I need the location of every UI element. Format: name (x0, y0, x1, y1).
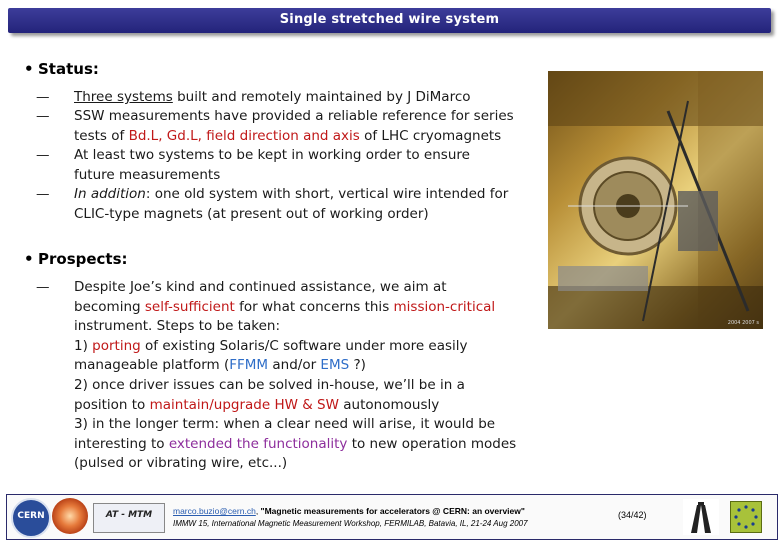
title-bar (8, 8, 771, 33)
prospects-highlight-porting: porting (92, 337, 141, 354)
prospects-line5-c: ?) (349, 357, 366, 374)
equipment-photo-drawing (548, 71, 763, 329)
at-mtm-logo (93, 503, 165, 533)
status-item-4 (36, 185, 536, 224)
photo-credit: 2004 2007 s (727, 320, 759, 326)
prospects-line4-b: of existing Solaris/C software under more easily (140, 337, 468, 354)
prospects-item (36, 278, 536, 474)
prospects-line9-b: to new operation modes (347, 435, 517, 452)
status-item-2-text-b: of LHC cryomagnets (359, 127, 502, 144)
page-number: (34/42) (618, 510, 647, 520)
status-heading-row (24, 60, 99, 78)
status-item-2 (36, 107, 536, 146)
footer (6, 494, 778, 540)
prospects-highlight-ems: EMS (320, 357, 350, 374)
cern-logo (11, 498, 51, 538)
equipment-photo (548, 71, 763, 329)
lhc-logo (52, 498, 88, 534)
prospects-highlight-self-sufficient: self-sufficient (144, 298, 235, 315)
dash-icon: — (36, 89, 50, 105)
status-item-4-line1: : one old system with short, vertical wire intended for (145, 186, 509, 202)
prospects-highlight-mission-critical: mission-critical (393, 298, 496, 315)
status-item-3-line2: future measurements (74, 166, 221, 183)
fermilab-logo (683, 499, 719, 535)
dash-icon: — (36, 108, 50, 124)
prospects-line1: Despite Joe’s kind and continued assistance, we aim at (74, 279, 447, 295)
status-item-1-text: built and remotely maintained by J DiMarco (172, 89, 471, 105)
prospects-heading-row (24, 250, 128, 268)
prospects-line7-b: autonomously (338, 396, 440, 413)
status-item-1 (36, 88, 536, 108)
eu-project-logo (730, 501, 762, 533)
status-item-3 (36, 146, 536, 185)
dash-icon: — (36, 186, 50, 202)
dash-icon: — (36, 147, 50, 163)
prospects-line10: (pulsed or vibrating wire, etc...) (74, 455, 288, 472)
prospects-line8: 3) in the longer term: when a clear need will arise, it would be (74, 416, 496, 433)
prospects-line2-b: for what concerns this (234, 298, 394, 315)
at-mtm-logo-text: AT - MTM (105, 510, 153, 520)
status-item-2-line1: SSW measurements have provided a reliable reference for series (74, 108, 514, 124)
prospects-line5-b: and/or (268, 357, 321, 374)
prospects-highlight-hw-sw: maintain/upgrade HW & SW (149, 396, 339, 413)
event-info: IMMW 15, International Magnetic Measurement Workshop, FERMILAB, Batavia, IL, 21-24 Aug 2007 (173, 519, 528, 528)
prospects-line9-a: interesting to (74, 435, 169, 452)
dash-icon: — (36, 279, 50, 295)
slide-title: Single stretched wire system (279, 12, 500, 27)
prospects-line5-a: manageable platform ( (74, 357, 230, 374)
prospects-highlight-ffmm: FFMM (229, 357, 269, 374)
footer-line1 (173, 506, 525, 516)
prospects-highlight-functionality: extended the functionality (168, 435, 348, 452)
talk-title: "Magnetic measurements for accelerators @ CERN: an overview" (260, 506, 525, 516)
status-item-3-line1: At least two systems to be kept in working order to ensure (74, 147, 470, 163)
status-item-1-link-text: Three systems (74, 89, 173, 105)
prospects-heading: Prospects: (38, 250, 128, 268)
prospects-line6: 2) once driver issues can be solved in-house, we’ll be in a (74, 376, 465, 393)
bullet-icon: • (24, 60, 34, 78)
prospects-line4-a: 1) (74, 337, 93, 354)
status-heading: Status: (38, 60, 99, 78)
status-item-2-text-a: tests of (74, 127, 129, 144)
author-email-link[interactable]: marco.buzio@cern.ch (173, 506, 256, 516)
prospects-line2-a: becoming (74, 298, 145, 315)
prospects-line7-a: position to (74, 396, 150, 413)
status-item-2-highlight: Bd.L, Gd.L, field direction and axis (128, 127, 360, 144)
prospects-line3: instrument. Steps to be taken: (74, 318, 281, 335)
bullet-icon: • (24, 250, 34, 268)
status-item-4-emphasis: In addition (74, 186, 146, 202)
cern-logo-text: CERN (17, 511, 45, 521)
footer-separator: , (255, 506, 261, 516)
status-item-4-line2: CLIC-type magnets (at present out of working order) (74, 205, 429, 222)
star-circle-icon (731, 502, 761, 532)
